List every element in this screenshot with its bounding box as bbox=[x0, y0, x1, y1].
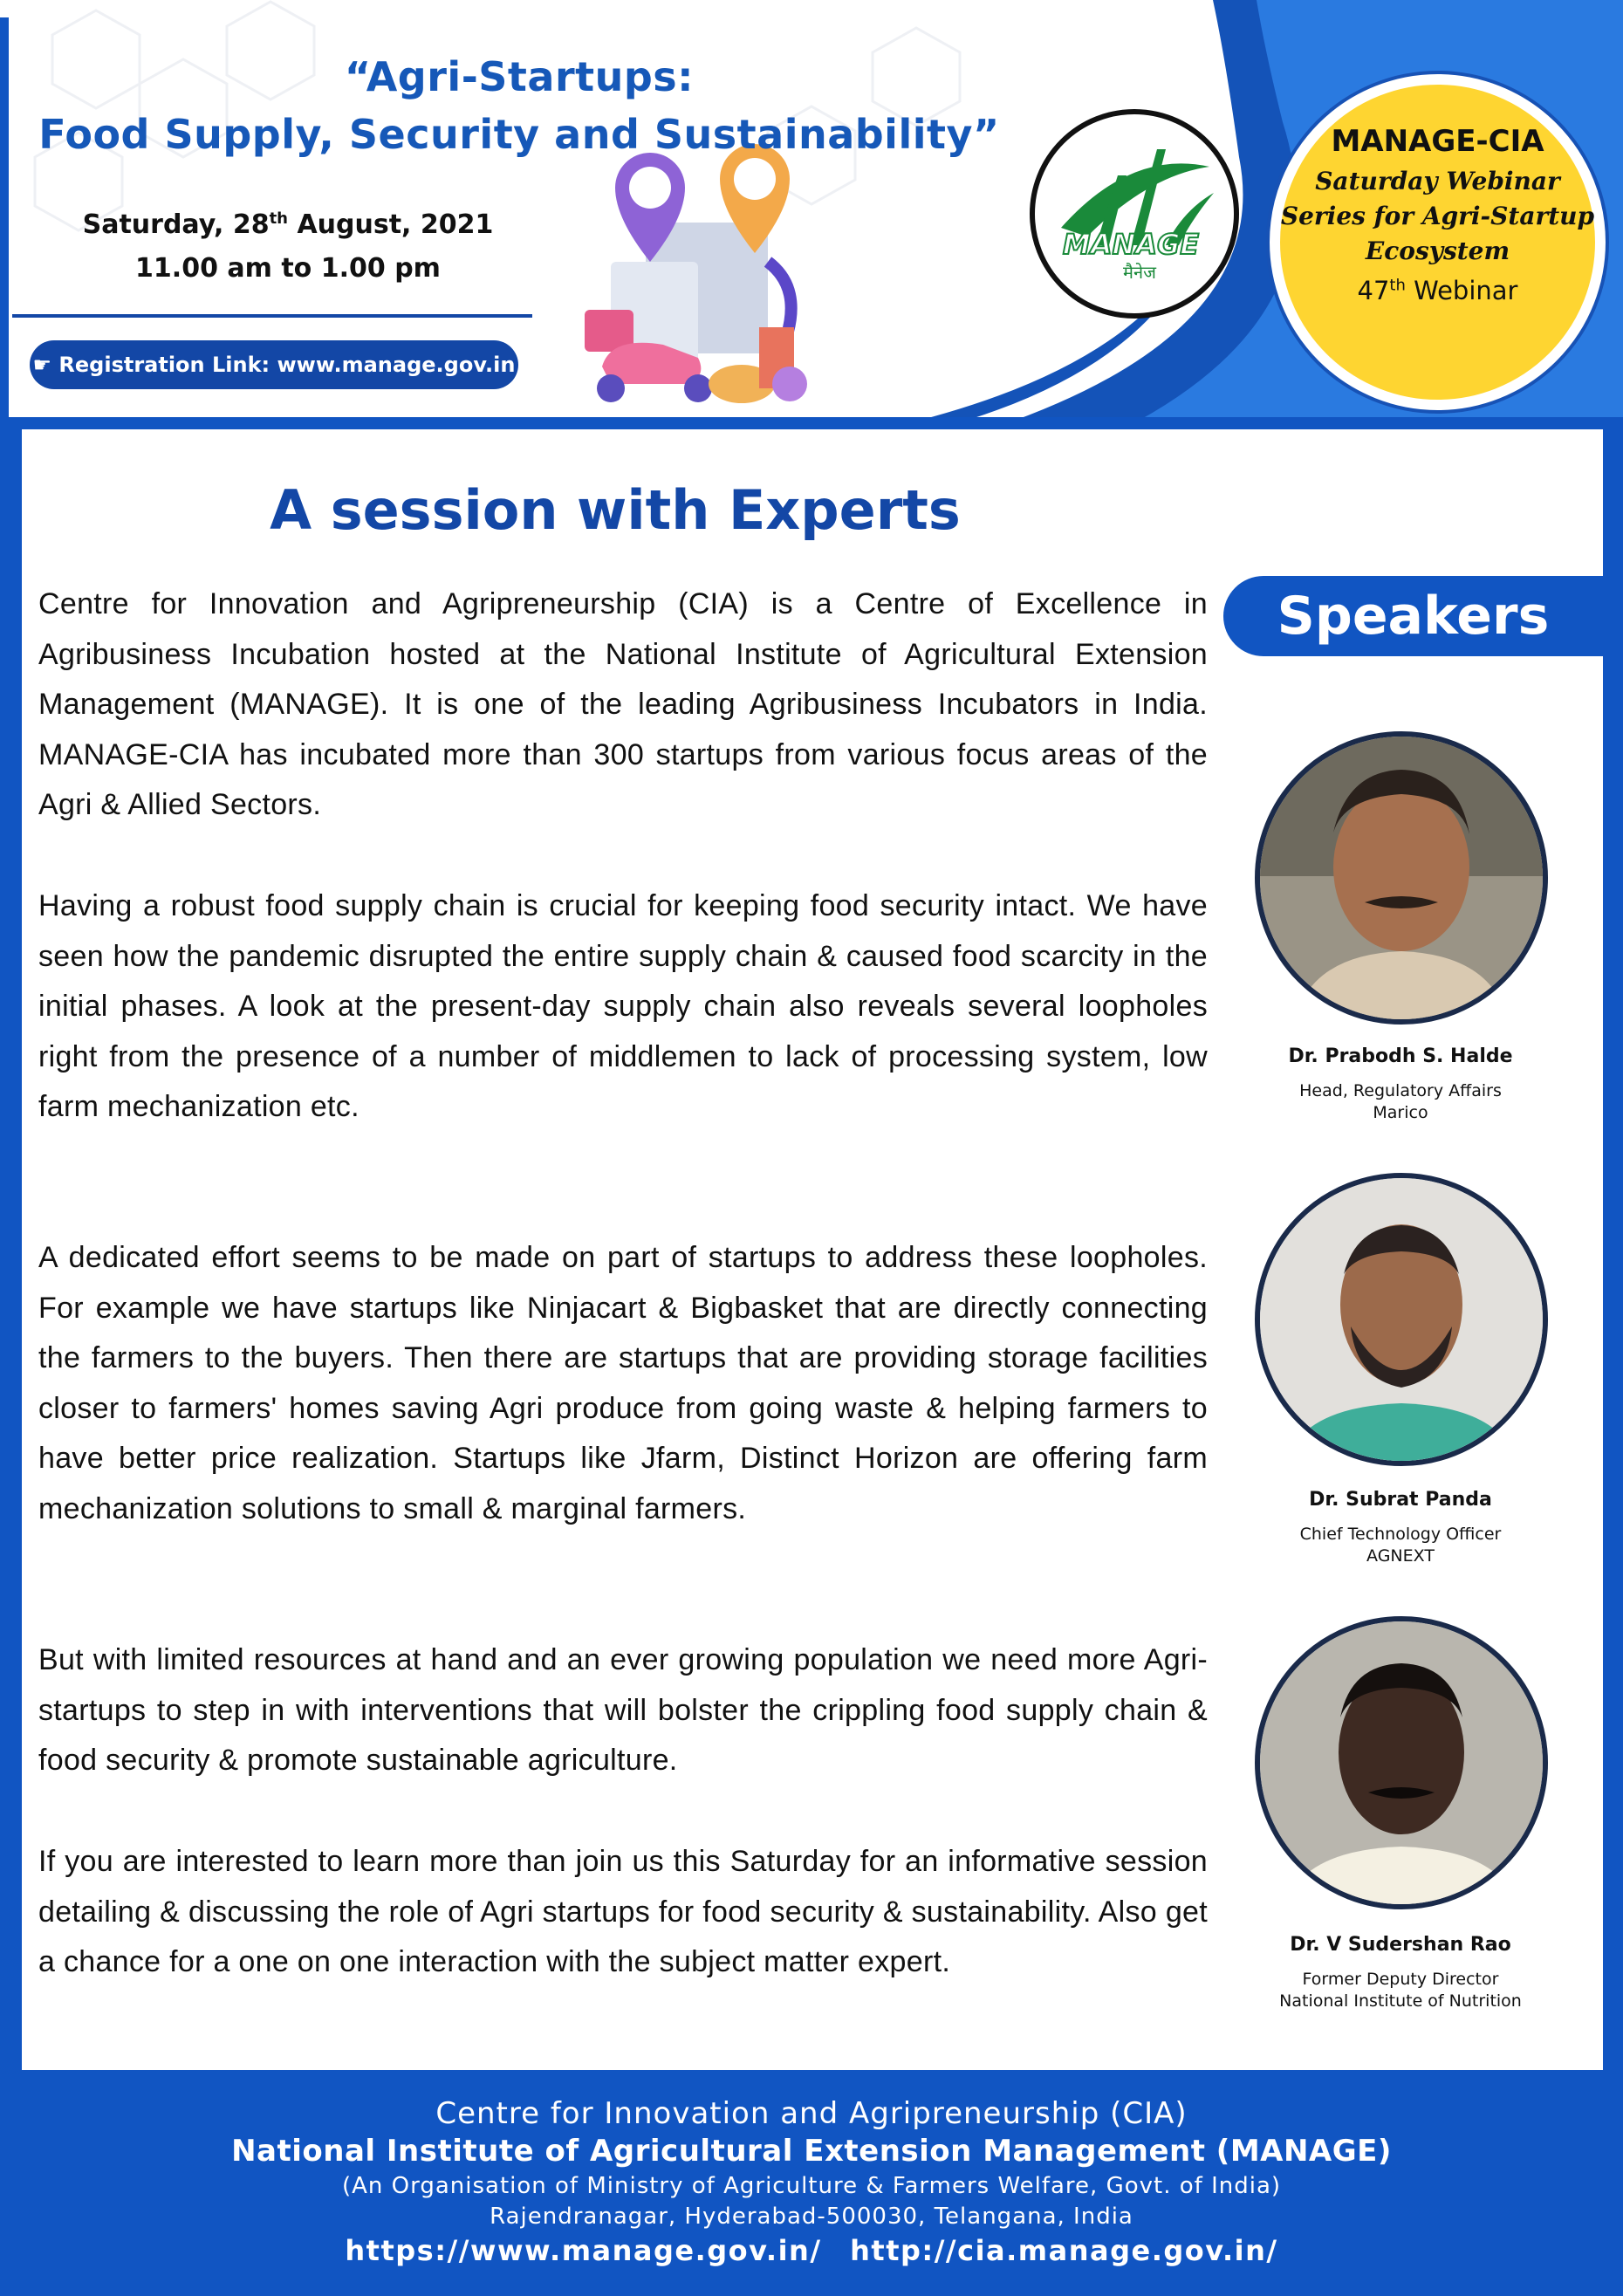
logo-text: MANAGE bbox=[1062, 228, 1200, 261]
speaker-org-1: Marico bbox=[1373, 1103, 1428, 1122]
footer-institute-name: National Institute of Agricultural Extension Management (MANAGE) bbox=[231, 2134, 1392, 2169]
speaker-role-1: Head, Regulatory Affairs bbox=[1299, 1081, 1502, 1100]
paragraph-about-cia: Centre for Innovation and Agripreneurship (CIA) is a Centre of Excellence in Agribusiness Incubation hosted at the National Institute of Agricultural Extension Management (MANAGE). It is one of the leading Agribusiness Incubators in India. MANAGE-CIA has incubated more than 300 startups from various focus areas of the Agri & Allied Sectors. bbox=[38, 587, 1208, 821]
cia-website-link[interactable]: http://cia.manage.gov.in/ bbox=[850, 2234, 1278, 2267]
webinar-series-badge bbox=[1270, 74, 1606, 410]
series-title: MANAGE-CIA bbox=[1331, 124, 1544, 159]
paragraph-startups: A dedicated effort seems to be made on part of startups to address these loopholes. For example we have startups like Ninjacart & Bigbasket that are directly connecting the farmers to the buyers. Then there are startups that are providing storage facilities closer to farmers' homes saving Agri produce from going waste & helping farmers to have better price realization. Startups like Jfarm, Distinct Horizon are offering farm mechanization solutions to small & marginal farmers. bbox=[38, 1241, 1208, 1525]
speaker-name-2: Dr. Subrat Panda bbox=[1309, 1489, 1492, 1511]
logo-hindi-text: मैनेज bbox=[1123, 262, 1156, 283]
speaker-role-2: Chief Technology Officer bbox=[1299, 1525, 1502, 1544]
speaker-name-3: Dr. V Sudershan Rao bbox=[1290, 1934, 1511, 1956]
speaker-photo-rao bbox=[1255, 1616, 1548, 1909]
header-banner bbox=[0, 0, 1623, 428]
pointer-icon: ☛ bbox=[32, 353, 59, 377]
speaker-org-2: AGNEXT bbox=[1366, 1546, 1435, 1566]
speaker-org-3: National Institute of Nutrition bbox=[1279, 1991, 1522, 2011]
series-subtitle-1: Saturday Webinar bbox=[1315, 167, 1560, 195]
manage-logo bbox=[1030, 109, 1239, 319]
speaker-role-3: Former Deputy Director bbox=[1302, 1970, 1499, 1989]
manage-website-link[interactable]: https://www.manage.gov.in/ bbox=[345, 2234, 822, 2267]
section-title: A session with Experts bbox=[270, 478, 961, 542]
speaker-photo-halde bbox=[1255, 731, 1548, 1025]
footer-organisation: (An Organisation of Ministry of Agriculture & Farmers Welfare, Govt. of India) bbox=[341, 2173, 1282, 2199]
delivery-illustration bbox=[585, 144, 807, 403]
speaker-name-1: Dr. Prabodh S. Halde bbox=[1288, 1045, 1513, 1067]
event-title-line2: Food Supply, Security and Sustainability” bbox=[38, 111, 1000, 158]
paragraph-supply-chain: Having a robust food supply chain is crucial for keeping food security intact. We have seen how the pandemic disrupted the entire supply chain & caused food scarcity in the initial phases. A look at the present-day supply chain also reveals several loopholes right from the presence of a number of middlemen to lack of processing system, low farm mechanization etc. bbox=[38, 889, 1208, 1123]
webinar-number: 47th Webinar bbox=[1357, 276, 1518, 305]
event-time: 11.00 am to 1.00 pm bbox=[135, 253, 441, 284]
event-title-line1: “Agri-Startups: bbox=[344, 53, 695, 100]
speaker-photo-panda bbox=[1255, 1173, 1548, 1466]
paragraph-invitation: If you are interested to learn more than join us this Saturday for an informative session detailing & discussing the role of Agri startups for food security & sustainability. Also get a chance for a one on one interaction with the subject matter expert. bbox=[38, 1845, 1208, 1978]
paragraph-need: But with limited resources at hand and an ever growing population we need more Agri-startups to step in with interventions that will bolster the crippling food supply chain & food security & promote sustainable agriculture. bbox=[38, 1643, 1208, 1777]
footer-centre-name: Centre for Innovation and Agripreneurship (CIA) bbox=[435, 2096, 1188, 2131]
footer-links bbox=[0, 2234, 1623, 2267]
speakers-heading: Speakers bbox=[1223, 576, 1603, 656]
series-subtitle-2: Series for Agri-Startup bbox=[1280, 202, 1595, 230]
series-subtitle-3: Ecosystem bbox=[1365, 236, 1510, 265]
event-date: Saturday, 28th August, 2021 bbox=[82, 209, 494, 240]
footer-address: Rajendranagar, Hyderabad-500030, Telangana, India bbox=[490, 2203, 1133, 2230]
registration-link-button[interactable]: ☛ Registration Link: www.manage.gov.in bbox=[30, 340, 518, 389]
